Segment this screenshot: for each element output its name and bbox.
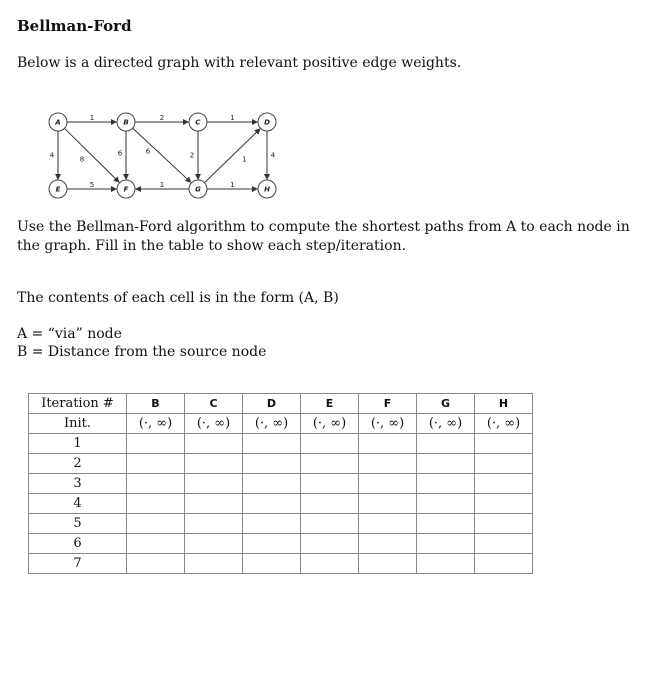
edge-weight-label: 8 (79, 155, 85, 164)
table-cell[interactable] (301, 494, 359, 514)
table-cell[interactable] (301, 534, 359, 554)
page-title: Bellman-Ford (17, 17, 132, 35)
edge-b-g (133, 128, 191, 182)
column-header-f: F (359, 394, 417, 414)
table-cell[interactable] (185, 514, 243, 534)
table-cell[interactable] (359, 554, 417, 574)
table-cell[interactable] (185, 534, 243, 554)
table-cell[interactable] (301, 554, 359, 574)
column-header-c: C (185, 394, 243, 414)
table-row (29, 454, 533, 474)
table-cell[interactable] (127, 554, 185, 574)
table-cell[interactable] (127, 534, 185, 554)
cell-format-text: The contents of each cell is in the form (A, B) (17, 290, 339, 306)
column-header-h: H (475, 394, 533, 414)
iteration-label: 3 (29, 474, 127, 494)
table-cell[interactable] (417, 494, 475, 514)
table-cell[interactable] (127, 434, 185, 454)
graph-node-h (258, 180, 276, 198)
table-cell[interactable] (417, 434, 475, 454)
table-cell[interactable] (417, 474, 475, 494)
table-cell[interactable] (475, 514, 533, 534)
iteration-label: 7 (29, 554, 127, 574)
table-cell[interactable] (359, 514, 417, 534)
table-cell[interactable] (243, 434, 301, 454)
table-cell[interactable] (417, 514, 475, 534)
graph-node-d (258, 113, 276, 131)
column-header-b: B (127, 394, 185, 414)
table-cell[interactable] (243, 554, 301, 574)
edge-weight-label: 1 (230, 181, 235, 189)
table-cell[interactable] (475, 474, 533, 494)
table-row (29, 474, 533, 494)
graph-node-f (117, 180, 135, 198)
table-cell[interactable] (475, 554, 533, 574)
iteration-label: 6 (29, 534, 127, 554)
graph-node-c (189, 113, 207, 131)
intro-text: Below is a directed graph with relevant positive edge weights. (17, 55, 462, 71)
iteration-label: 5 (29, 514, 127, 534)
table-cell[interactable] (243, 514, 301, 534)
table-cell[interactable] (359, 434, 417, 454)
iteration-label: 4 (29, 494, 127, 514)
table-cell[interactable]: (·, ∞) (127, 414, 185, 434)
edge-weight-label: 6 (117, 149, 123, 158)
node-label: C (195, 118, 201, 127)
table-cell[interactable] (127, 494, 185, 514)
table-cell[interactable] (359, 454, 417, 474)
table-cell[interactable] (127, 474, 185, 494)
node-label: A (55, 118, 61, 127)
edge-weight-label: 2 (159, 114, 165, 122)
bellman-ford-table (28, 393, 533, 574)
column-header-e: E (301, 394, 359, 414)
graph-node-e (49, 180, 67, 198)
table-cell[interactable] (417, 454, 475, 474)
edge-weight-label: 1 (230, 114, 235, 122)
table-cell[interactable] (243, 494, 301, 514)
table-cell[interactable] (359, 534, 417, 554)
iteration-header: Iteration # (29, 394, 127, 414)
directed-graph-figure (40, 105, 285, 205)
edge-weight-label: 2 (189, 151, 195, 160)
table-cell[interactable] (127, 454, 185, 474)
table-cell[interactable] (301, 434, 359, 454)
table-cell[interactable] (475, 494, 533, 514)
table-cell[interactable] (243, 474, 301, 494)
edge-g-d (204, 129, 259, 183)
table-cell[interactable] (185, 434, 243, 454)
table-cell[interactable] (185, 454, 243, 474)
table-header-row (29, 394, 533, 414)
table-cell[interactable] (243, 454, 301, 474)
edge-weight-label: 4 (270, 151, 276, 160)
node-label: E (55, 185, 61, 194)
distance-definition: B = Distance from the source node (17, 344, 267, 360)
table-cell[interactable] (301, 514, 359, 534)
table-cell[interactable]: (·, ∞) (243, 414, 301, 434)
table-cell[interactable] (185, 554, 243, 574)
column-header-g: G (417, 394, 475, 414)
edge-a-f (64, 128, 118, 182)
node-label: G (195, 185, 201, 194)
edge-weight-label: 6 (145, 147, 151, 156)
table-cell[interactable] (127, 514, 185, 534)
table-row (29, 534, 533, 554)
table-row (29, 494, 533, 514)
table-cell[interactable]: (·, ∞) (185, 414, 243, 434)
table-cell[interactable] (359, 494, 417, 514)
table-cell[interactable] (417, 534, 475, 554)
table-row (29, 414, 533, 434)
node-label: D (264, 118, 270, 127)
table-cell[interactable] (185, 494, 243, 514)
node-label: B (123, 118, 129, 127)
column-header-d: D (243, 394, 301, 414)
table-cell[interactable]: (·, ∞) (301, 414, 359, 434)
iteration-label: Init. (29, 414, 127, 434)
table-cell[interactable] (475, 434, 533, 454)
edge-weight-label: 1 (89, 114, 95, 122)
table-cell[interactable] (475, 454, 533, 474)
table-cell[interactable] (417, 554, 475, 574)
table-row (29, 434, 533, 454)
table-cell[interactable] (301, 454, 359, 474)
edge-weight-label: 1 (242, 155, 247, 164)
table-row (29, 554, 533, 574)
graph-node-g (189, 180, 207, 198)
table-cell[interactable]: (·, ∞) (417, 414, 475, 434)
graph-node-b (117, 113, 135, 131)
edge-weight-label: 5 (89, 181, 95, 189)
iteration-label: 2 (29, 454, 127, 474)
table-cell[interactable]: (·, ∞) (359, 414, 417, 434)
table-cell[interactable] (475, 534, 533, 554)
table-cell[interactable]: (·, ∞) (475, 414, 533, 434)
node-label: H (264, 185, 270, 194)
table-cell[interactable] (185, 474, 243, 494)
table-cell[interactable] (243, 534, 301, 554)
table-cell[interactable] (301, 474, 359, 494)
via-node-definition: A = “via” node (17, 326, 122, 342)
edge-weight-label: 1 (159, 181, 165, 189)
edge-weight-label: 4 (49, 151, 55, 160)
table-row (29, 514, 533, 534)
instructions-text: Use the Bellman-Ford algorithm to compute the shortest paths from A to each node in the graph. Fill in the table to show each step/iteration. (17, 219, 630, 254)
table-cell[interactable] (359, 474, 417, 494)
graph-node-a (49, 113, 67, 131)
iteration-label: 1 (29, 434, 127, 454)
node-label: F (123, 185, 129, 194)
